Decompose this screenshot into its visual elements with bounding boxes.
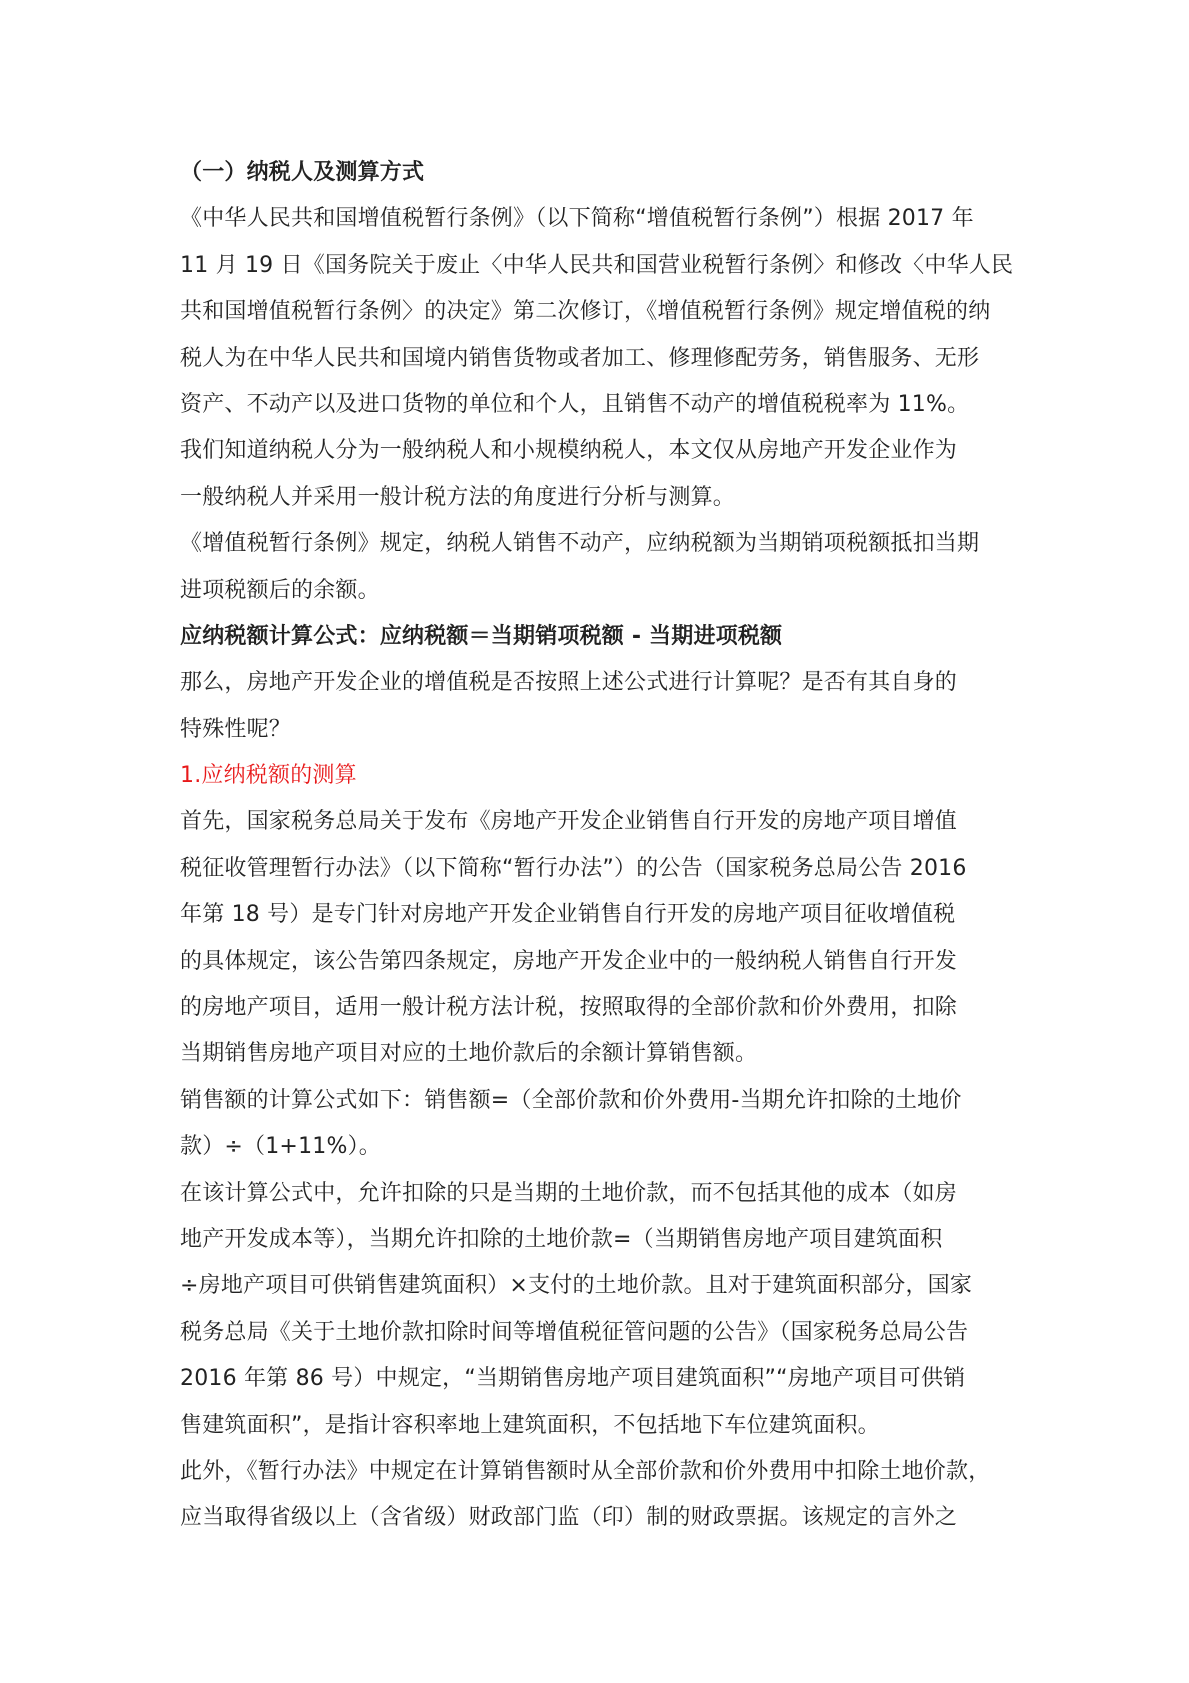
paragraph-tax-payable-rule (180, 521, 1020, 614)
text-line: 款）÷（1+11%）。 (180, 1134, 381, 1160)
text-line: 在该计算公式中，允许扣除的只是当期的土地价款，而不包括其他的成本（如房 (180, 1180, 958, 1206)
text-line: 特殊性呢？ (180, 716, 292, 742)
text-line: 《增值税暂行条例》规定，纳税人销售不动产，应纳税额为当期销项税额抵扣当期 (180, 531, 980, 557)
paragraph-receipt-requirement (180, 1449, 1020, 1542)
text-line: 销售额的计算公式如下：销售额=（全部价款和价外费用-当期允许扣除的土地价 (180, 1087, 962, 1113)
text-line: ÷房地产项目可供销售建筑面积）×支付的土地价款。且对于建筑面积部分，国家 (180, 1273, 973, 1299)
text-line: 应当取得省级以上（含省级）财政部门监（印）制的财政票据。该规定的言外之 (180, 1505, 958, 1531)
text-line: 税务总局《关于土地价款扣除时间等增值税征管问题的公告》（国家税务总局公告 (180, 1319, 969, 1345)
paragraph-announcement (180, 799, 1020, 1077)
text-line: 《中华人民共和国增值税暂行条例》（以下简称“增值税暂行条例”）根据 2017 年 (180, 206, 974, 232)
section-title: （一）纳税人及测算方式 (180, 160, 425, 185)
text-line: 那么，房地产开发企业的增值税是否按照上述公式进行计算呢？是否有其自身的 (180, 670, 958, 696)
text-line: 地产开发成本等），当期允许扣除的土地价款=（当期销售房地产项目建筑面积 (180, 1226, 943, 1252)
subsection-title: 1.应纳税额的测算 (180, 763, 357, 789)
text-line: 的房地产项目，适用一般计税方法计税，按照取得的全部价款和价外费用，扣除 (180, 995, 958, 1021)
text-line: 税征收管理暂行办法》（以下简称“暂行办法”）的公告（国家税务总局公告 2016 (180, 855, 967, 881)
text-line: 售建筑面积”，是指计容积率地上建筑面积，不包括地下车位建筑面积。 (180, 1412, 880, 1438)
paragraph-taxpayer-definition (180, 196, 1020, 521)
text-line: 进项税额后的余额。 (180, 577, 380, 603)
text-line: 我们知道纳税人分为一般纳税人和小规模纳税人，本文仅从房地产开发企业作为 (180, 438, 958, 464)
paragraph-sales-formula (180, 1078, 1020, 1171)
text-line: 2016 年第 86 号）中规定，“当期销售房地产项目建筑面积”“房地产项目可供销 (180, 1366, 966, 1392)
text-line: 当期销售房地产项目对应的土地价款后的余额计算销售额。 (180, 1041, 758, 1067)
paragraph-question (180, 660, 1020, 753)
paragraph-land-price-deduction (180, 1171, 1020, 1449)
text-line: 11 月 19 日《国务院关于废止〈中华人民共和国营业税暂行条例〉和修改〈中华人民 (180, 252, 1014, 278)
text-line: 年第 18 号）是专门针对房地产开发企业销售自行开发的房地产项目征收增值税 (180, 902, 956, 928)
formula-line: 应纳税额计算公式：应纳税额＝当期销项税额 - 当期进项税额 (180, 623, 783, 649)
text-line: 此外，《暂行办法》中规定在计算销售额时从全部价款和价外费用中扣除土地价款， (180, 1458, 991, 1484)
paragraph-tax-formula (180, 614, 1020, 660)
text-line: 共和国增值税暂行条例〉的决定》第二次修订，《增值税暂行条例》规定增值税的纳 (180, 299, 991, 325)
subsection-heading (180, 753, 1020, 799)
document-page (180, 150, 1020, 1542)
text-line: 一般纳税人并采用一般计税方法的角度进行分析与测算。 (180, 484, 736, 510)
text-line: 的具体规定，该公告第四条规定，房地产开发企业中的一般纳税人销售自行开发 (180, 948, 958, 974)
text-line: 首先，国家税务总局关于发布《房地产开发企业销售自行开发的房地产项目增值 (180, 809, 958, 835)
text-line: 税人为在中华人民共和国境内销售货物或者加工、修理修配劳务，销售服务、无形 (180, 345, 980, 371)
text-line: 资产、不动产以及进口货物的单位和个人，且销售不动产的增值税税率为 11%。 (180, 391, 970, 417)
